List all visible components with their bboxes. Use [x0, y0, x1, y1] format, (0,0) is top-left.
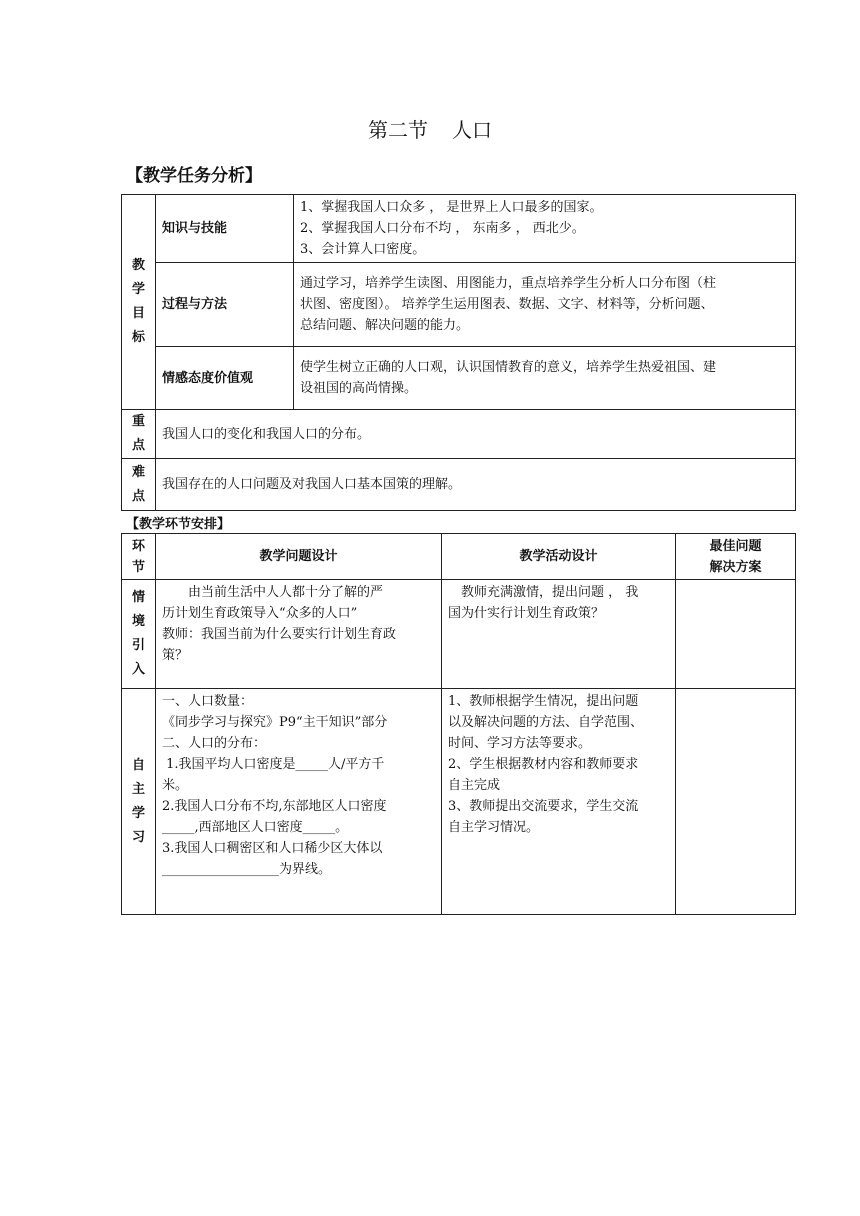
header-best-solution: 最佳问题 解决方案 [676, 534, 796, 580]
header-activity-design: 教学活动设计 [442, 534, 676, 580]
row-situation-question: 由当前生活中人人都十分了解的严 历计划生育政策导入“众多的人口” 教师：我国当前为什么要实行计划生育政 策？ [156, 580, 442, 689]
key-point-label: 重 点 [122, 410, 156, 459]
process-content: 通过学习，培养学生读图、用图能力，重点培养学生分析人口分布图（柱 状图、密度图）。 培养学生运用图表、数据、文字、材料等，分析问题、 总结问题、解决问题的能力。 [294, 263, 796, 347]
header-question-design: 教学问题设计 [156, 534, 442, 580]
objectives-label: 教 学 目 标 [122, 195, 156, 410]
row-situation-best [676, 580, 796, 689]
schedule-table [121, 533, 796, 915]
difficulty-content: 我国存在的人口问题及对我国人口基本国策的理解。 [156, 459, 796, 511]
row-self-study-activity: 1、教师根据学生情况，提出问题 以及解决问题的方法、自学范围、 时间、学习方法等要求。 2、学生根据教材内容和教师要求 自主完成 3、教师提出交流要求，学生交流 自主学习情况。 [442, 689, 676, 915]
emotion-content: 使学生树立正确的人口观，认识国情教育的意义，培养学生热爱祖国、建 设祖国的高尚情操。 [294, 347, 796, 410]
row-self-study-question: 一、人口数量： 《同步学习与探究》P9“主干知识”部分 二、人口的分布： 1.我国平均人口密度是_____人/平方千 米。 2.我国人口分布不均,东部地区人口密度 _____,西部地区人口密度_____。 3.我国人口稠密区和人口稀少区大体以 __________________为界线。 [156, 689, 442, 915]
section-heading-task-analysis: 【教学任务分析】 [126, 166, 262, 186]
objectives-table [121, 194, 796, 511]
title-section: 第二节 [368, 118, 428, 142]
row-self-study-label: 自 主 学 习 [122, 689, 156, 915]
process-label: 过程与方法 [156, 263, 294, 347]
row-situation-activity: 教师充满激情，提出问题 ， 我 国为什实行计划生育政策？ [442, 580, 676, 689]
row-situation-label: 情 境 引 入 [122, 580, 156, 689]
knowledge-content: 1、掌握我国人口众多 ， 是世界上人口最多的国家。 2、掌握我国人口分布不均 ， 东南多 ， 西北少。 3、会计算人口密度。 [294, 195, 796, 263]
key-point-content: 我国人口的变化和我国人口的分布。 [156, 410, 796, 459]
section-heading-schedule: 【教学环节安排】 [126, 517, 231, 532]
header-stage: 环 节 [122, 534, 156, 580]
title-topic: 人口 [452, 118, 492, 142]
page-title [0, 114, 860, 143]
row-self-study-best [676, 689, 796, 915]
emotion-label: 情感态度价值观 [156, 347, 294, 410]
knowledge-label: 知识与技能 [156, 195, 294, 263]
difficulty-label: 难 点 [122, 459, 156, 511]
